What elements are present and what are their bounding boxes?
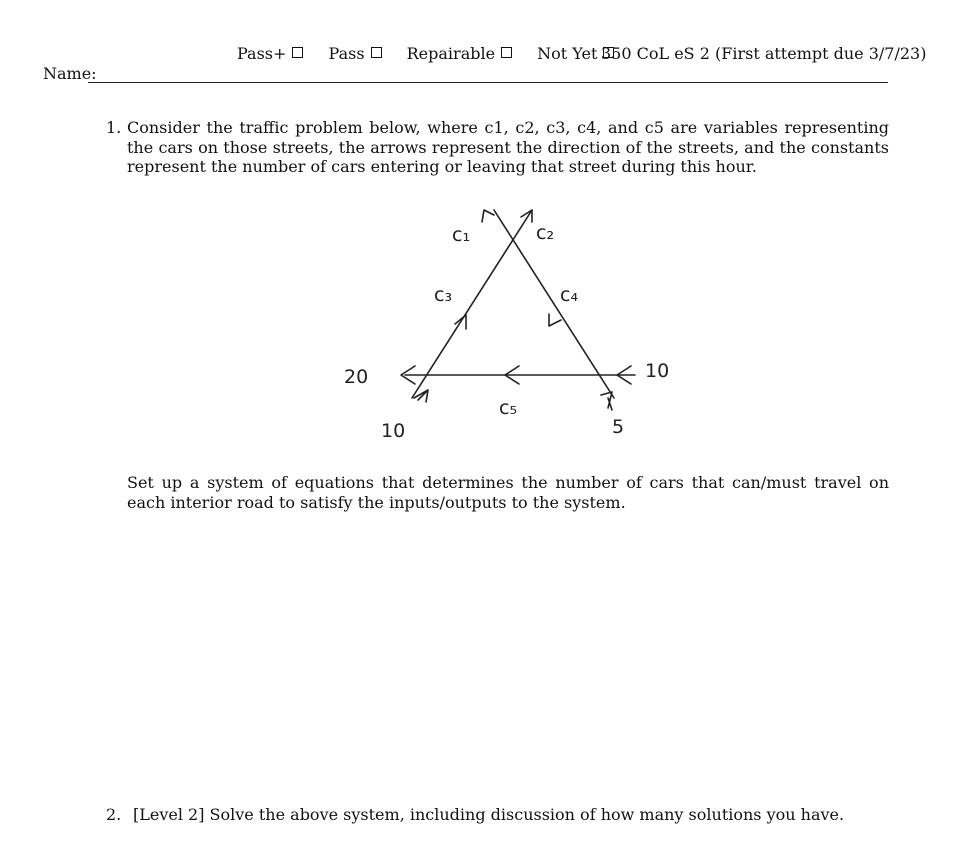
- question-1-number: 1.: [106, 118, 122, 137]
- grade-option-label: Not Yet: [537, 44, 598, 63]
- name-label: Name:: [43, 64, 97, 83]
- question-1-text: Consider the traffic problem below, where c1, c2, c3, c4, and c5 are variables representing the cars on those streets, the arrows represent the direction of the streets, and the constants represent the number of cars entering or leaving that street during this hour.: [127, 118, 889, 176]
- grade-option-label: Pass+: [237, 44, 287, 63]
- label-c5: c₅: [499, 397, 518, 419]
- grade-option-label: Repairable: [406, 44, 496, 63]
- label-in-10-bottom: 10: [381, 420, 406, 442]
- question-1-instruction: Set up a system of equations that determines the number of cars that can/must travel on each interior road to satisfy the inputs/outputs to the system.: [127, 473, 889, 512]
- arrow-c2: [521, 210, 532, 222]
- question-2-number: 2.: [106, 805, 122, 824]
- label-c2: c₂: [536, 222, 555, 244]
- label-in-10-right: 10: [645, 360, 670, 382]
- grade-option-label: Pass: [328, 44, 365, 63]
- label-out-20: 20: [344, 366, 369, 388]
- label-c3: c₃: [434, 284, 453, 306]
- label-c4: c₄: [560, 284, 579, 306]
- arrow-in-5: [601, 392, 612, 410]
- label-c1: c₁: [452, 224, 471, 246]
- arrow-c1: [482, 210, 494, 222]
- label-in-5: 5: [612, 416, 625, 438]
- question-2-text: [Level 2] Solve the above system, including discussion of how many solutions you have.: [133, 805, 845, 824]
- arrow-c4: [549, 314, 561, 326]
- course-info: 350 CoL eS 2 (First attempt due 3/7/23): [601, 44, 927, 63]
